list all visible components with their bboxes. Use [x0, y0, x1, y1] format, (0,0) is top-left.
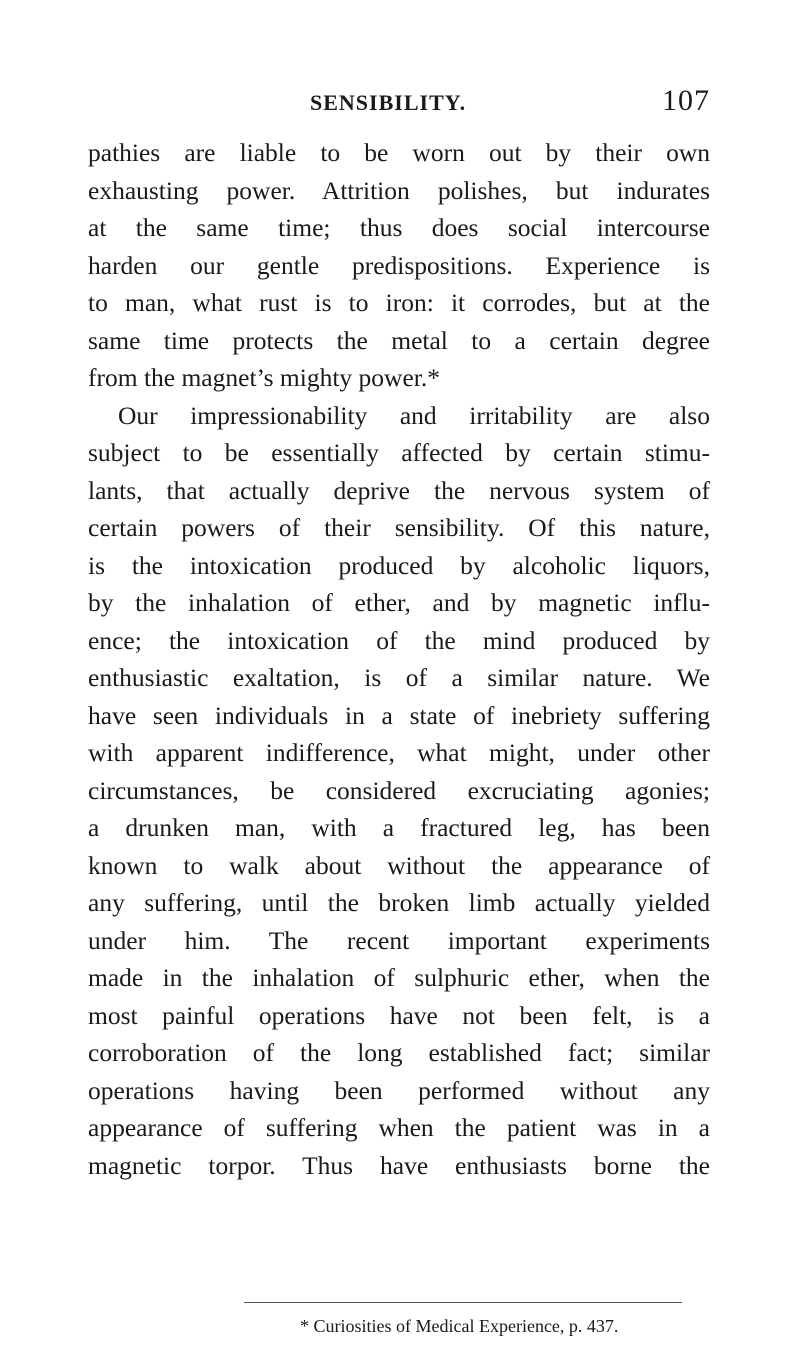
text-line: most painful operations have not been felt, is a — [88, 1000, 710, 1030]
text-line: enthusiastic exaltation, is of a similar nature. We — [88, 663, 710, 692]
running-head — [310, 84, 710, 124]
text-line: magnetic torpor. Thus have enthusiasts borne the — [88, 1150, 710, 1180]
text-line: is the intoxication produced by alcoholic liquors, — [88, 550, 710, 580]
text-line: known to walk about without the appearance of — [88, 850, 710, 880]
page-number: 107 — [662, 84, 710, 117]
text-line: lants, that actually deprive the nervous system of — [88, 475, 710, 505]
text-line: made in the inhalation of sulphuric ether, when the — [88, 963, 710, 992]
text-line: pathies are liable to be worn out by their own — [88, 138, 710, 167]
text-line: with apparent indifference, what might, under other — [88, 738, 710, 767]
text-line: exhausting power. Attrition polishes, but indurates — [88, 175, 710, 205]
text-line: to man, what rust is to iron: it corrodes, but at the — [88, 288, 710, 317]
text-line: have seen individuals in a state of inebriety suffering — [88, 700, 710, 730]
text-line: harden our gentle predispositions. Experience is — [88, 250, 710, 280]
text-line: corroboration of the long established fact; similar — [88, 1038, 710, 1067]
text-line: certain powers of their sensibility. Of this nature, — [88, 513, 710, 542]
text-line: circumstances, be considered excruciating agonies; — [88, 775, 710, 805]
text-line: same time protects the metal to a certain degree — [88, 325, 710, 355]
text-line: at the same time; thus does social intercourse — [88, 213, 710, 242]
text-line: ence; the intoxication of the mind produced by — [88, 625, 710, 655]
text-line: subject to be essentially affected by certain stimu- — [88, 438, 710, 467]
paragraph-start-line: Our impressionability and irritability are also — [118, 400, 710, 430]
footnote-divider — [244, 1302, 682, 1303]
text-line: any suffering, until the broken limb actually yielded — [88, 888, 710, 917]
footnote: * Curiosities of Medical Experience, p. 437. — [300, 1316, 619, 1336]
body-text — [88, 134, 710, 1184]
text-line: a drunken man, with a fractured leg, has been — [88, 813, 710, 842]
running-title: SENSIBILITY. — [310, 90, 467, 115]
text-line: operations having been performed without any — [88, 1075, 710, 1105]
text-line: appearance of suffering when the patient was in a — [88, 1113, 710, 1142]
text-line: by the inhalation of ether, and by magnetic influ- — [88, 588, 710, 617]
text-line: from the magnet’s mighty power.* — [88, 363, 440, 392]
text-line: under him. The recent important experiments — [88, 925, 710, 955]
